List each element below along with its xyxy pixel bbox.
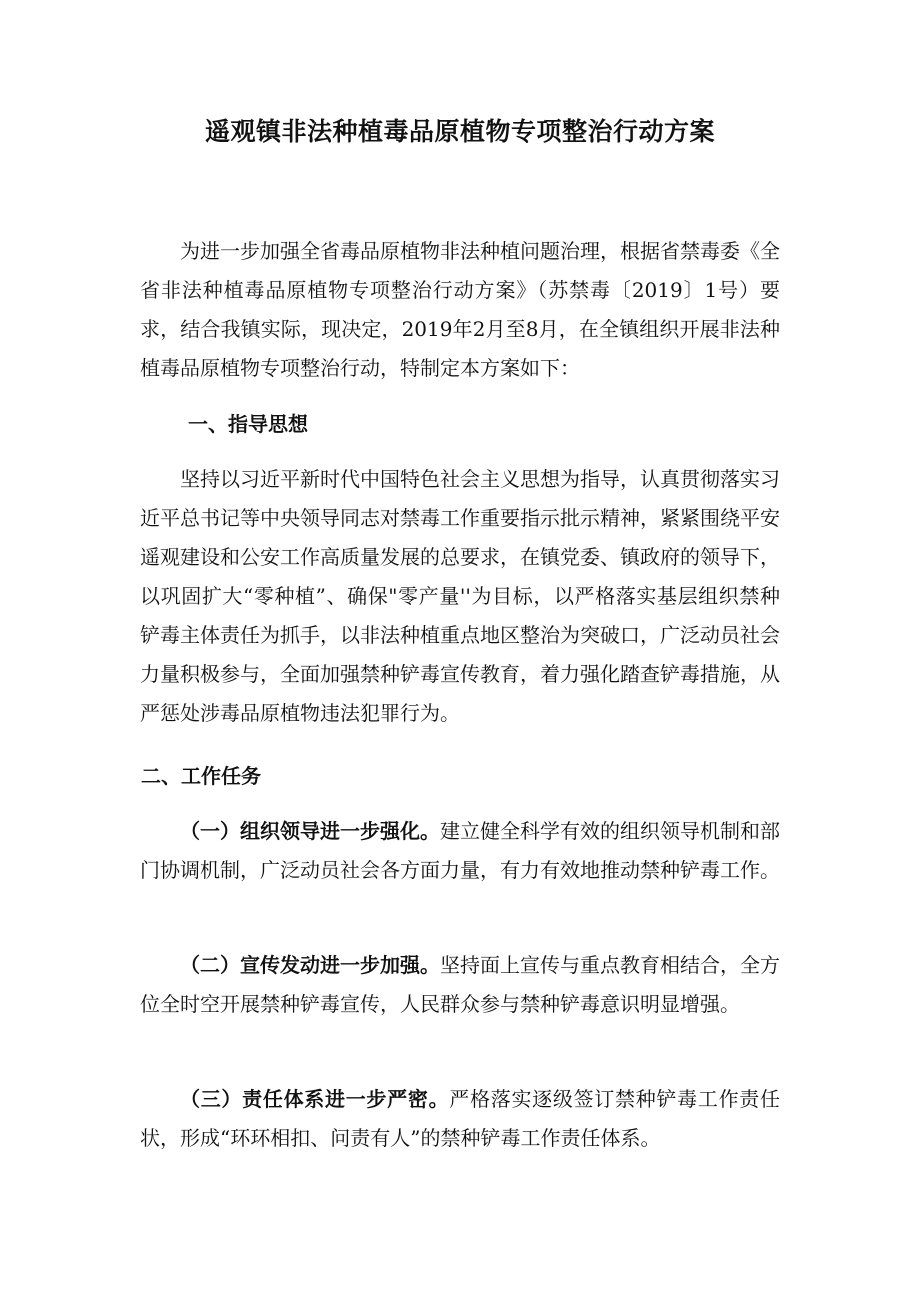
task-text-1: 建立健全科学有效的组织领导机制和部门协调机制，广泛动员社会各方面力量，有力有效地推动禁种铲毒工作。 <box>140 819 780 882</box>
task-lead-1: （一）组织领导进一步强化。 <box>180 819 440 843</box>
task-lead-3: （三）责任体系进一步严密。 <box>180 1087 450 1111</box>
task-paragraph-3 <box>140 1080 780 1158</box>
section-heading-work-tasks: 二、工作任务 <box>141 764 261 788</box>
task-paragraph-2 <box>140 946 780 1024</box>
document-title: 遥观镇非法种植毒品原植物专项整治行动方案 <box>204 117 715 146</box>
task-text-2: 坚持面上宣传与重点教育相结合，全方位全时空开展禁种铲毒宣传，人民群众参与禁种铲毒意识明显增强。 <box>140 953 780 1016</box>
task-lead-2: （二）宣传发动进一步加强。 <box>180 953 440 977</box>
section-heading-guiding-ideology: 一、指导思想 <box>188 412 308 436</box>
guiding-ideology-paragraph: 坚持以习近平新时代中国特色社会主义思想为指导，认真贯彻落实习近平总书记等中央领导同志对禁毒工作重要指示批示精神，紧紧围绕平安遥观建设和公安工作高质量发展的总要求，在镇党委、镇政府的领导下，以巩固扩大“零种植”、确保"零产量''为目标，以严格落实基层组织禁种铲毒主体责任为抓手，以非法种植重点地区整治为突破口，广泛动员社会力量积极参与，全面加强禁种铲毒宣传教育，着力强化踏查铲毒措施，从严惩处涉毒品原植物违法犯罪行为。 <box>140 467 780 725</box>
task-text-3: 严格落实逐级签订禁种铲毒工作责任状，形成“环环相扣、问责有人”的禁种铲毒工作责任体系。 <box>140 1087 781 1150</box>
intro-paragraph: 为进一步加强全省毒品原植物非法种植问题治理，根据省禁毒委《全省非法种植毒品原植物专项整治行动方案》（苏禁毒〔2019〕1号）要求，结合我镇实际，现决定，2019年2月至8月，在全镇组织开展非法种植毒品原植物专项整治行动，特制定本方案如下： <box>140 239 780 380</box>
task-paragraph-1 <box>140 812 780 890</box>
